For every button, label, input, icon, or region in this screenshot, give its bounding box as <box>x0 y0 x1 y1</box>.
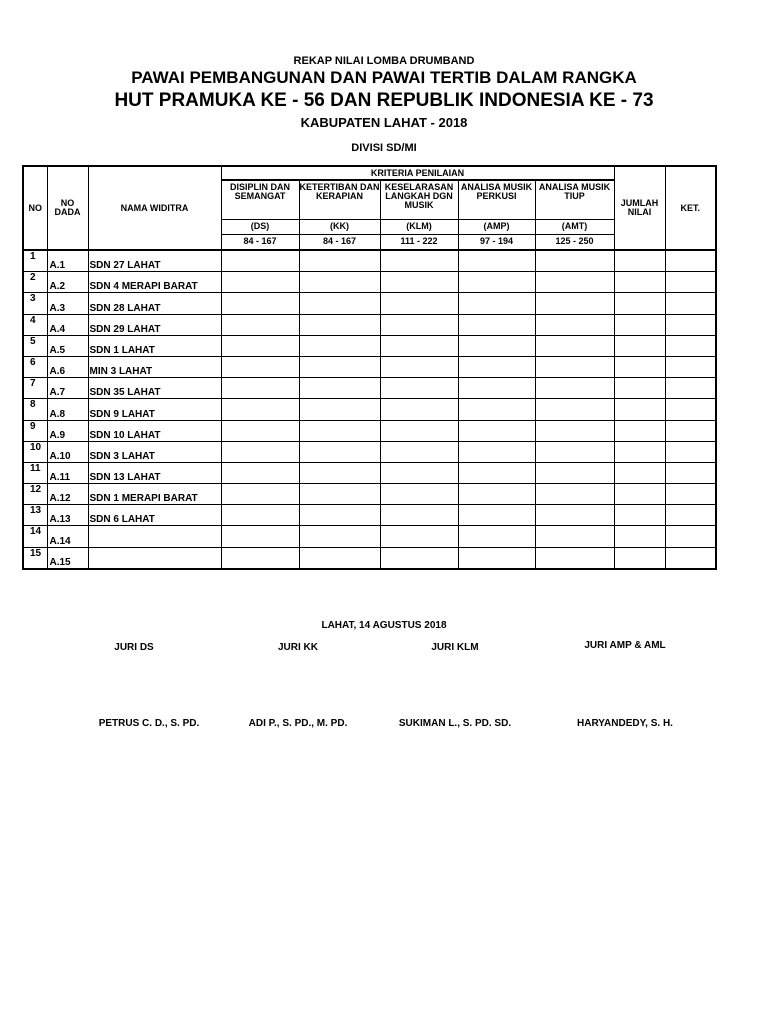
score-amt-cell <box>535 462 614 483</box>
judge-role-amp-aml: JURI AMP & AML <box>584 640 666 651</box>
score-ds-cell <box>221 378 299 399</box>
row-nama-widitra: SDN 13 LAHAT <box>88 462 221 483</box>
criteria-code: (DS) <box>221 219 299 234</box>
score-amp-cell <box>458 272 535 293</box>
score-amt-cell <box>535 484 614 505</box>
row-no: 8 <box>23 399 47 420</box>
score-amt-cell <box>535 441 614 462</box>
row-no-dada: A.5 <box>47 335 88 356</box>
row-no: 11 <box>23 462 47 483</box>
report-title-line2: HUT PRAMUKA KE - 56 DAN REPUBLIK INDONESIA KE - 73 <box>114 90 654 111</box>
row-nama-widitra: SDN 28 LAHAT <box>88 293 221 314</box>
score-ds-cell <box>221 314 299 335</box>
score-ds-cell <box>221 250 299 272</box>
table-row <box>23 356 716 377</box>
score-kk-cell <box>299 399 380 420</box>
ket-cell <box>665 505 716 526</box>
row-nama-widitra: SDN 27 LAHAT <box>88 250 221 272</box>
score-amp-cell <box>458 378 535 399</box>
score-amp-cell <box>458 293 535 314</box>
row-no-dada: A.15 <box>47 547 88 569</box>
criteria-code: (KK) <box>299 219 380 234</box>
judge-name-ds: PETRUS C. D., S. PD. <box>98 718 200 729</box>
row-nama-widitra: SDN 3 LAHAT <box>88 441 221 462</box>
judge-role-klm: JURI KLM <box>431 642 479 653</box>
score-ds-cell <box>221 441 299 462</box>
score-kk-cell <box>299 505 380 526</box>
table-row <box>23 250 716 272</box>
row-nama-widitra <box>88 526 221 547</box>
jumlah-nilai-cell <box>614 335 665 356</box>
table-row <box>23 484 716 505</box>
score-klm-cell <box>380 378 458 399</box>
ket-cell <box>665 250 716 272</box>
score-kk-cell <box>299 441 380 462</box>
score-ds-cell <box>221 272 299 293</box>
row-no: 1 <box>23 250 47 272</box>
row-nama-widitra: SDN 10 LAHAT <box>88 420 221 441</box>
row-no: 10 <box>23 441 47 462</box>
score-ds-cell <box>221 356 299 377</box>
score-klm-cell <box>380 272 458 293</box>
col-header-no: NO <box>23 166 47 250</box>
table-row <box>23 547 716 569</box>
criteria-code: (KLM) <box>380 219 458 234</box>
jumlah-nilai-cell <box>614 272 665 293</box>
score-kk-cell <box>299 547 380 569</box>
table-row <box>23 505 716 526</box>
jumlah-nilai-cell <box>614 399 665 420</box>
row-no-dada: A.4 <box>47 314 88 335</box>
score-klm-cell <box>380 420 458 441</box>
row-nama-widitra: SDN 35 LAHAT <box>88 378 221 399</box>
criteria-range: 84 - 167 <box>221 234 299 250</box>
row-nama-widitra: SDN 9 LAHAT <box>88 399 221 420</box>
criteria-label: KETERTIBAN DAN KERAPIAN <box>299 180 380 219</box>
score-amp-cell <box>458 547 535 569</box>
signature-date: LAHAT, 14 AGUSTUS 2018 <box>321 620 447 631</box>
jumlah-nilai-cell <box>614 547 665 569</box>
row-no-dada: A.11 <box>47 462 88 483</box>
score-amt-cell <box>535 314 614 335</box>
score-amt-cell <box>535 250 614 272</box>
row-no: 15 <box>23 547 47 569</box>
score-amp-cell <box>458 420 535 441</box>
criteria-range: 125 - 250 <box>535 234 614 250</box>
table-row <box>23 420 716 441</box>
table-row <box>23 399 716 420</box>
score-ds-cell <box>221 335 299 356</box>
score-ds-cell <box>221 462 299 483</box>
ket-cell <box>665 420 716 441</box>
criteria-code: (AMT) <box>535 219 614 234</box>
row-no: 2 <box>23 272 47 293</box>
judge-name-klm: SUKIMAN L., S. PD. SD. <box>398 718 512 729</box>
col-header-jumlah: JUMLAH NILAI <box>614 166 665 250</box>
table-row <box>23 272 716 293</box>
row-nama-widitra: SDN 29 LAHAT <box>88 314 221 335</box>
ket-cell <box>665 484 716 505</box>
row-no-dada: A.13 <box>47 505 88 526</box>
col-header-nama: NAMA WIDITRA <box>88 166 221 250</box>
ket-cell <box>665 441 716 462</box>
score-ds-cell <box>221 547 299 569</box>
score-klm-cell <box>380 505 458 526</box>
table-row <box>23 441 716 462</box>
score-ds-cell <box>221 293 299 314</box>
ket-cell <box>665 526 716 547</box>
ket-cell <box>665 272 716 293</box>
score-kk-cell <box>299 272 380 293</box>
report-title-line1: PAWAI PEMBANGUNAN DAN PAWAI TERTIB DALAM RANGKA <box>131 68 637 87</box>
row-no: 9 <box>23 420 47 441</box>
score-amt-cell <box>535 272 614 293</box>
score-kk-cell <box>299 526 380 547</box>
row-no-dada: A.7 <box>47 378 88 399</box>
score-amp-cell <box>458 314 535 335</box>
row-nama-widitra: SDN 6 LAHAT <box>88 505 221 526</box>
score-table <box>22 165 717 570</box>
score-kk-cell <box>299 484 380 505</box>
ket-cell <box>665 356 716 377</box>
row-no-dada: A.8 <box>47 399 88 420</box>
judge-role-ds: JURI DS <box>114 642 154 653</box>
row-nama-widitra: SDN 1 LAHAT <box>88 335 221 356</box>
judge-role-kk: JURI KK <box>277 642 318 653</box>
report-supertitle: REKAP NILAI LOMBA DRUMBAND <box>293 55 475 67</box>
score-amt-cell <box>535 505 614 526</box>
score-amt-cell <box>535 526 614 547</box>
judge-name-amp-aml: HARYANDEDY, S. H. <box>577 718 673 729</box>
ket-cell <box>665 378 716 399</box>
table-row <box>23 526 716 547</box>
criteria-label: ANALISA MUSIK PERKUSI <box>458 180 535 219</box>
row-no: 4 <box>23 314 47 335</box>
ket-cell <box>665 462 716 483</box>
table-row <box>23 314 716 335</box>
row-nama-widitra: SDN 4 MERAPI BARAT <box>88 272 221 293</box>
row-nama-widitra: SDN 1 MERAPI BARAT <box>88 484 221 505</box>
score-ds-cell <box>221 505 299 526</box>
score-kk-cell <box>299 356 380 377</box>
jumlah-nilai-cell <box>614 250 665 272</box>
score-amp-cell <box>458 356 535 377</box>
table-row <box>23 335 716 356</box>
score-kk-cell <box>299 293 380 314</box>
jumlah-nilai-cell <box>614 441 665 462</box>
score-klm-cell <box>380 356 458 377</box>
col-header-ket: KET. <box>665 166 716 250</box>
ket-cell <box>665 335 716 356</box>
criteria-range: 84 - 167 <box>299 234 380 250</box>
table-row <box>23 293 716 314</box>
score-kk-cell <box>299 314 380 335</box>
criteria-code: (AMP) <box>458 219 535 234</box>
table-row <box>23 462 716 483</box>
row-no: 6 <box>23 356 47 377</box>
row-no: 13 <box>23 505 47 526</box>
row-no-dada: A.2 <box>47 272 88 293</box>
score-kk-cell <box>299 378 380 399</box>
score-klm-cell <box>380 335 458 356</box>
score-ds-cell <box>221 484 299 505</box>
score-amp-cell <box>458 505 535 526</box>
score-amp-cell <box>458 335 535 356</box>
row-nama-widitra: MIN 3 LAHAT <box>88 356 221 377</box>
score-table-body <box>23 250 716 569</box>
score-klm-cell <box>380 462 458 483</box>
row-no-dada: A.1 <box>47 250 88 272</box>
score-klm-cell <box>380 293 458 314</box>
row-no-dada: A.12 <box>47 484 88 505</box>
jumlah-nilai-cell <box>614 356 665 377</box>
criteria-label: KESELARASAN LANGKAH DGN MUSIK <box>380 180 458 219</box>
row-no-dada: A.10 <box>47 441 88 462</box>
score-klm-cell <box>380 526 458 547</box>
score-klm-cell <box>380 399 458 420</box>
row-no-dada: A.6 <box>47 356 88 377</box>
ket-cell <box>665 293 716 314</box>
criteria-range: 97 - 194 <box>458 234 535 250</box>
score-klm-cell <box>380 314 458 335</box>
score-amt-cell <box>535 399 614 420</box>
ket-cell <box>665 314 716 335</box>
report-region: KABUPATEN LAHAT - 2018 <box>300 115 468 130</box>
score-amp-cell <box>458 399 535 420</box>
score-kk-cell <box>299 250 380 272</box>
score-klm-cell <box>380 547 458 569</box>
row-no: 5 <box>23 335 47 356</box>
score-amt-cell <box>535 378 614 399</box>
table-row <box>23 378 716 399</box>
score-amt-cell <box>535 420 614 441</box>
jumlah-nilai-cell <box>614 526 665 547</box>
jumlah-nilai-cell <box>614 505 665 526</box>
col-header-no-dada: NO DADA <box>47 166 88 250</box>
criteria-label: ANALISA MUSIK TIUP <box>535 180 614 219</box>
score-amt-cell <box>535 335 614 356</box>
score-klm-cell <box>380 484 458 505</box>
row-no-dada: A.3 <box>47 293 88 314</box>
score-amp-cell <box>458 526 535 547</box>
row-no: 7 <box>23 378 47 399</box>
ket-cell <box>665 399 716 420</box>
jumlah-nilai-cell <box>614 314 665 335</box>
criteria-label: DISIPLIN DAN SEMANGAT <box>221 180 299 219</box>
row-no: 3 <box>23 293 47 314</box>
ket-cell <box>665 547 716 569</box>
score-klm-cell <box>380 441 458 462</box>
score-amp-cell <box>458 250 535 272</box>
col-header-kriteria: KRITERIA PENILAIAN <box>221 166 614 180</box>
score-ds-cell <box>221 526 299 547</box>
score-amp-cell <box>458 462 535 483</box>
score-amp-cell <box>458 441 535 462</box>
score-amt-cell <box>535 293 614 314</box>
criteria-range: 111 - 222 <box>380 234 458 250</box>
jumlah-nilai-cell <box>614 484 665 505</box>
jumlah-nilai-cell <box>614 293 665 314</box>
row-no-dada: A.14 <box>47 526 88 547</box>
score-kk-cell <box>299 420 380 441</box>
score-klm-cell <box>380 250 458 272</box>
score-amt-cell <box>535 547 614 569</box>
score-amp-cell <box>458 484 535 505</box>
row-nama-widitra <box>88 547 221 569</box>
row-no-dada: A.9 <box>47 420 88 441</box>
score-kk-cell <box>299 335 380 356</box>
score-ds-cell <box>221 420 299 441</box>
jumlah-nilai-cell <box>614 378 665 399</box>
judge-name-kk: ADI P., S. PD., M. PD. <box>248 718 348 729</box>
row-no: 14 <box>23 526 47 547</box>
score-ds-cell <box>221 399 299 420</box>
division-label: DIVISI SD/MI <box>351 142 417 154</box>
jumlah-nilai-cell <box>614 420 665 441</box>
score-amt-cell <box>535 356 614 377</box>
jumlah-nilai-cell <box>614 462 665 483</box>
row-no: 12 <box>23 484 47 505</box>
score-kk-cell <box>299 462 380 483</box>
